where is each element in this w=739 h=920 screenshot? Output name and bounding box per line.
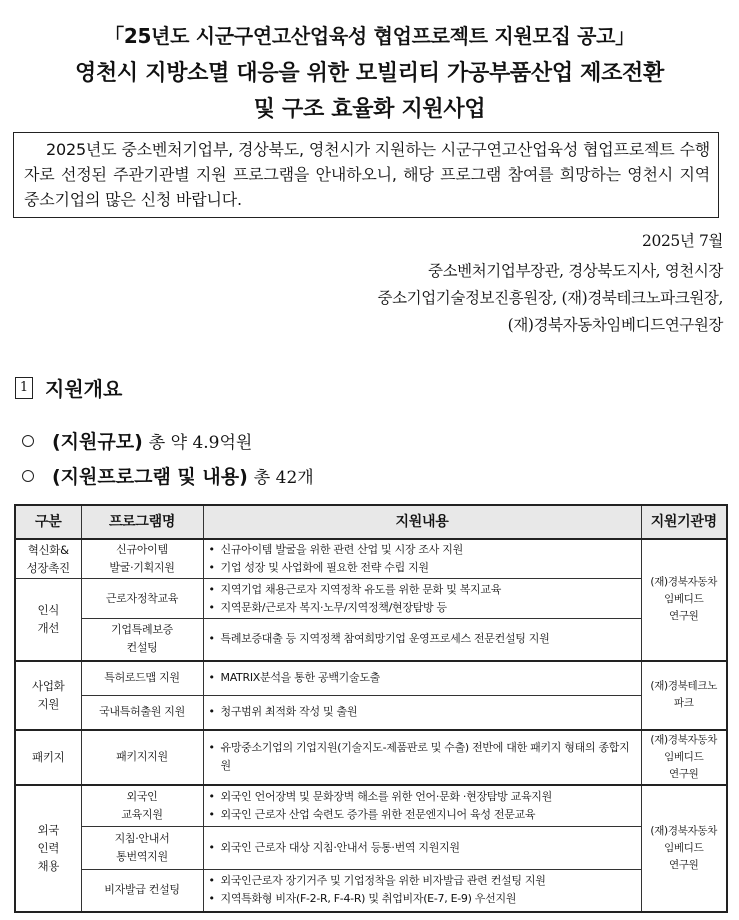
header-organization: 지원기관명 (641, 505, 727, 539)
organization-cell: (재)경북자동차 임베디드 연구원 (641, 539, 727, 661)
signatory-line-3: (재)경북자동차임베디드연구원장 (507, 316, 723, 334)
section-heading (15, 373, 122, 402)
program-cell: 지침·안내서 통번역지원 (81, 827, 203, 870)
organization-cell: (재)경북자동차 임베디드 연구원 (641, 785, 727, 912)
signatory-line-1: 중소벤처기업부장관, 경상북도지사, 영천시장 (428, 262, 723, 280)
program-cell: 비자발급 컨설팅 (81, 870, 203, 912)
table-row (15, 696, 727, 730)
organization-cell: (재)경북자동차 임베디드 연구원 (641, 730, 727, 785)
title-line-3: 및 구조 효율화 지원사업 (253, 97, 486, 122)
list-item: • 외국인근로자 장기거주 및 기업정착을 위한 비자발급 관련 컨설팅 지원 (207, 872, 638, 890)
table-row (15, 619, 727, 661)
list-item: • 외국인 근로자 대상 지침·안내서 등통·번역 지원지원 (207, 839, 638, 857)
program-cell: 특허로드맵 지원 (81, 661, 203, 696)
table-row (15, 870, 727, 912)
content-cell (203, 785, 641, 827)
header-category: 구분 (15, 505, 81, 539)
list-item: • MATRIX분석을 통한 공백기술도출 (207, 669, 638, 687)
circle-bullet-icon (22, 470, 34, 482)
table-row (15, 539, 727, 579)
table-row (15, 730, 727, 785)
program-cell: 패키지지원 (81, 730, 203, 785)
program-table (14, 504, 728, 913)
content-cell (203, 827, 641, 870)
content-cell (203, 619, 641, 661)
category-cell: 인식 개선 (15, 579, 81, 661)
program-cell: 신규아이템 발굴·기획지원 (81, 539, 203, 579)
intro-text: 2025년도 중소벤처기업부, 경상북도, 영천시가 지원하는 시군구연고산업육성 협업프로젝트 수행자로 선정된 주관기관별 지원 프로그램을 안내하오니, 해당 프로그램 참여를 희망하는 영천시 지역 중소기업의 많은 신청 바랍니다. (24, 140, 710, 209)
content-cell (203, 661, 641, 696)
title-line-1: 「25년도 시군구연고산업육성 협업프로젝트 지원모집 공고」 (104, 24, 635, 48)
category-cell: 외국 인력 채용 (15, 785, 81, 912)
content-cell (203, 870, 641, 912)
title-line-2: 영천시 지방소멸 대응을 위한 모빌리티 가공부품산업 제조전환 (75, 61, 664, 86)
section-number: 1 (15, 377, 33, 399)
list-item: • 기업 성장 및 사업화에 필요한 전략 수립 지원 (207, 559, 638, 577)
content-cell (203, 730, 641, 785)
announcement-date: 2025년 7월 (642, 232, 723, 250)
bullet-key: (지원프로그램 및 내용) (52, 466, 248, 488)
program-cell: 근로자정착교육 (81, 579, 203, 619)
table-row (15, 579, 727, 619)
list-item: • 지역기업 채용근로자 지역정착 유도를 위한 문화 및 복지교육 (207, 581, 638, 599)
table-row (15, 827, 727, 870)
program-cell: 기업특례보증 컨설팅 (81, 619, 203, 661)
header-program: 프로그램명 (81, 505, 203, 539)
content-cell (203, 696, 641, 730)
bullet-support-scale (22, 427, 252, 454)
header-content: 지원내용 (203, 505, 641, 539)
intro-box (13, 132, 719, 218)
list-item: • 지역문화/근로자 복지·노무/지역정책/현장탐방 등 (207, 599, 638, 617)
list-item: • 유망중소기업의 기업지원(기술지도-제품판로 및 수출) 전반에 대한 패키지 형태의 종합지원 (207, 739, 638, 775)
list-item: • 외국인 근로자 산업 숙련도 증가를 위한 전문엔지니어 육성 전문교육 (207, 806, 638, 824)
list-item: • 청구범위 최적화 작성 및 출원 (207, 703, 638, 721)
list-item: • 특례보증대출 등 지역정책 참여희망기업 운영프로세스 전문컨설팅 지원 (207, 630, 638, 648)
category-cell: 혁신화& 성장촉진 (15, 539, 81, 579)
table-row (15, 661, 727, 696)
section-title: 지원개요 (45, 377, 123, 401)
category-cell: 사업화 지원 (15, 661, 81, 730)
bullet-support-programs (22, 462, 314, 489)
table-header-row (15, 505, 727, 539)
bullet-value: 총 42개 (253, 468, 314, 488)
table-row (15, 785, 727, 827)
list-item: • 지역특화형 비자(F-2-R, F-4-R) 및 취업비자(E-7, E-9) 우선지원 (207, 890, 638, 908)
bullet-value: 총 약 4.9억원 (148, 433, 253, 453)
bullet-key: (지원규모) (52, 431, 143, 453)
organization-cell: (재)경북테크노 파크 (641, 661, 727, 730)
circle-bullet-icon (22, 435, 34, 447)
content-cell (203, 579, 641, 619)
list-item: • 신규아이템 발굴을 위한 관련 산업 및 시장 조사 지원 (207, 541, 638, 559)
signatory-line-2: 중소기업기술정보진흥원장, (재)경북테크노파크원장, (377, 289, 723, 307)
list-item: • 외국인 언어장벽 및 문화장벽 해소를 위한 언어·문화 ·현장탐방 교육지원 (207, 788, 638, 806)
program-cell: 국내특허출원 지원 (81, 696, 203, 730)
program-cell: 외국인 교육지원 (81, 785, 203, 827)
content-cell (203, 539, 641, 579)
category-cell: 패키지 (15, 730, 81, 785)
